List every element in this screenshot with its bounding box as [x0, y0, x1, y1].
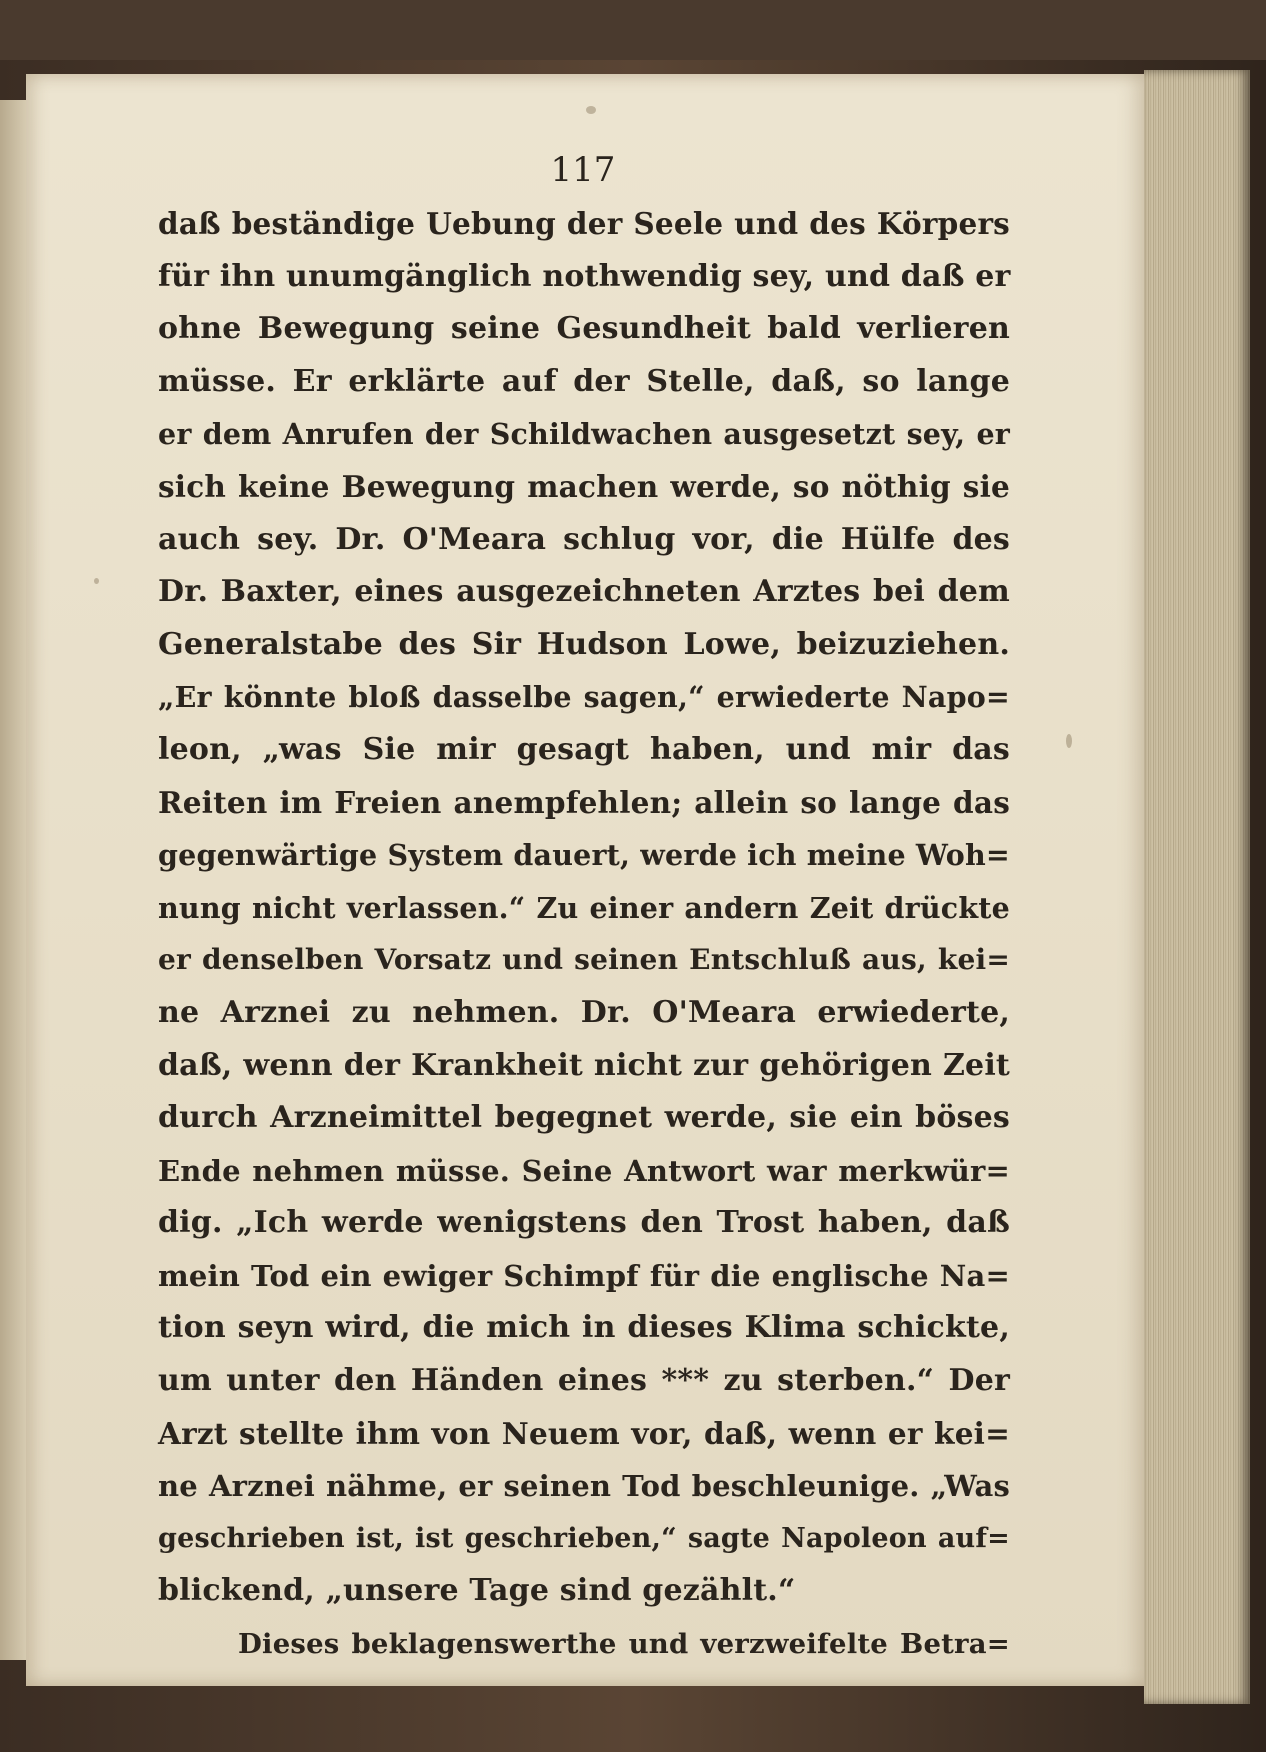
- text-line: tion seyn wird, die mich in dieses Klima schickte,: [158, 1310, 1010, 1346]
- text-line: Ende nehmen müsse. Seine Antwort war merkwür=: [158, 1153, 1010, 1188]
- text-line: Generalstabe des Sir Hudson Lowe, beizuziehen.: [158, 626, 1010, 662]
- text-line: um unter den Händen eines *** zu sterben.“ Der: [158, 1363, 1010, 1399]
- text-line: ne Arznei nähme, er seinen Tod beschleunige. „Was: [158, 1469, 1010, 1504]
- text-line: Arzt stellte ihm von Neuem vor, daß, wenn er kei=: [158, 1415, 1010, 1451]
- text-line: ne Arznei zu nehmen. Dr. O'Meara erwiederte,: [158, 994, 1010, 1030]
- page-number: 117: [550, 150, 616, 190]
- text-line: durch Arzneimittel begegnet werde, sie ein böses: [158, 1100, 1010, 1136]
- text-line: nung nicht verlassen.“ Zu einer andern Zeit drückte: [158, 890, 1010, 925]
- text-line: Dr. Baxter, eines ausgezeichneten Arztes bei dem: [158, 574, 1010, 610]
- left-page-edge: [0, 100, 26, 1660]
- text-line: er dem Anrufen der Schildwachen ausgesetzt sey, er: [158, 417, 1010, 452]
- text-line: Dieses beklagenswerthe und verzweifelte Betra=: [238, 1628, 1010, 1661]
- text-line: auch sey. Dr. O'Meara schlug vor, die Hülfe des: [158, 521, 1010, 557]
- text-line: leon, „was Sie mir gesagt haben, und mir das: [158, 731, 1010, 767]
- text-line: geschrieben ist, ist geschrieben,“ sagte Napoleon auf=: [158, 1522, 1010, 1554]
- text-line: daß beständige Uebung der Seele und des Körpers: [158, 206, 1010, 241]
- text-line: müsse. Er erklärte auf der Stelle, daß, so lange: [158, 363, 1010, 399]
- text-line: „Er könnte bloß dasselbe sagen,“ erwiederte Napo=: [158, 680, 1010, 715]
- text-line: mein Tod ein ewiger Schimpf für die englische Na=: [158, 1258, 1010, 1293]
- text-line: daß, wenn der Krankheit nicht zur gehörigen Zeit: [158, 1047, 1010, 1083]
- text-line: gegenwärtige System dauert, werde ich meine Woh=: [158, 838, 1010, 873]
- text-line: er denselben Vorsatz und seinen Entschluß aus, kei=: [158, 943, 1010, 977]
- page-stack-edge: [1144, 70, 1250, 1704]
- text-line: sich keine Bewegung machen werde, so nöthig sie: [158, 468, 1010, 504]
- text-line: dig. „Ich werde wenigstens den Trost haben, daß: [158, 1205, 1010, 1241]
- text-line: blickend, „unsere Tage sind gezählt.“: [158, 1573, 796, 1609]
- text-line: ohne Bewegung seine Gesundheit bald verlieren: [158, 311, 1010, 347]
- text-line: für ihn unumgänglich nothwendig sey, und daß er: [158, 258, 1011, 294]
- body-text: [158, 198, 1010, 1671]
- text-line: Reiten im Freien anempfehlen; allein so lange das: [158, 784, 1010, 820]
